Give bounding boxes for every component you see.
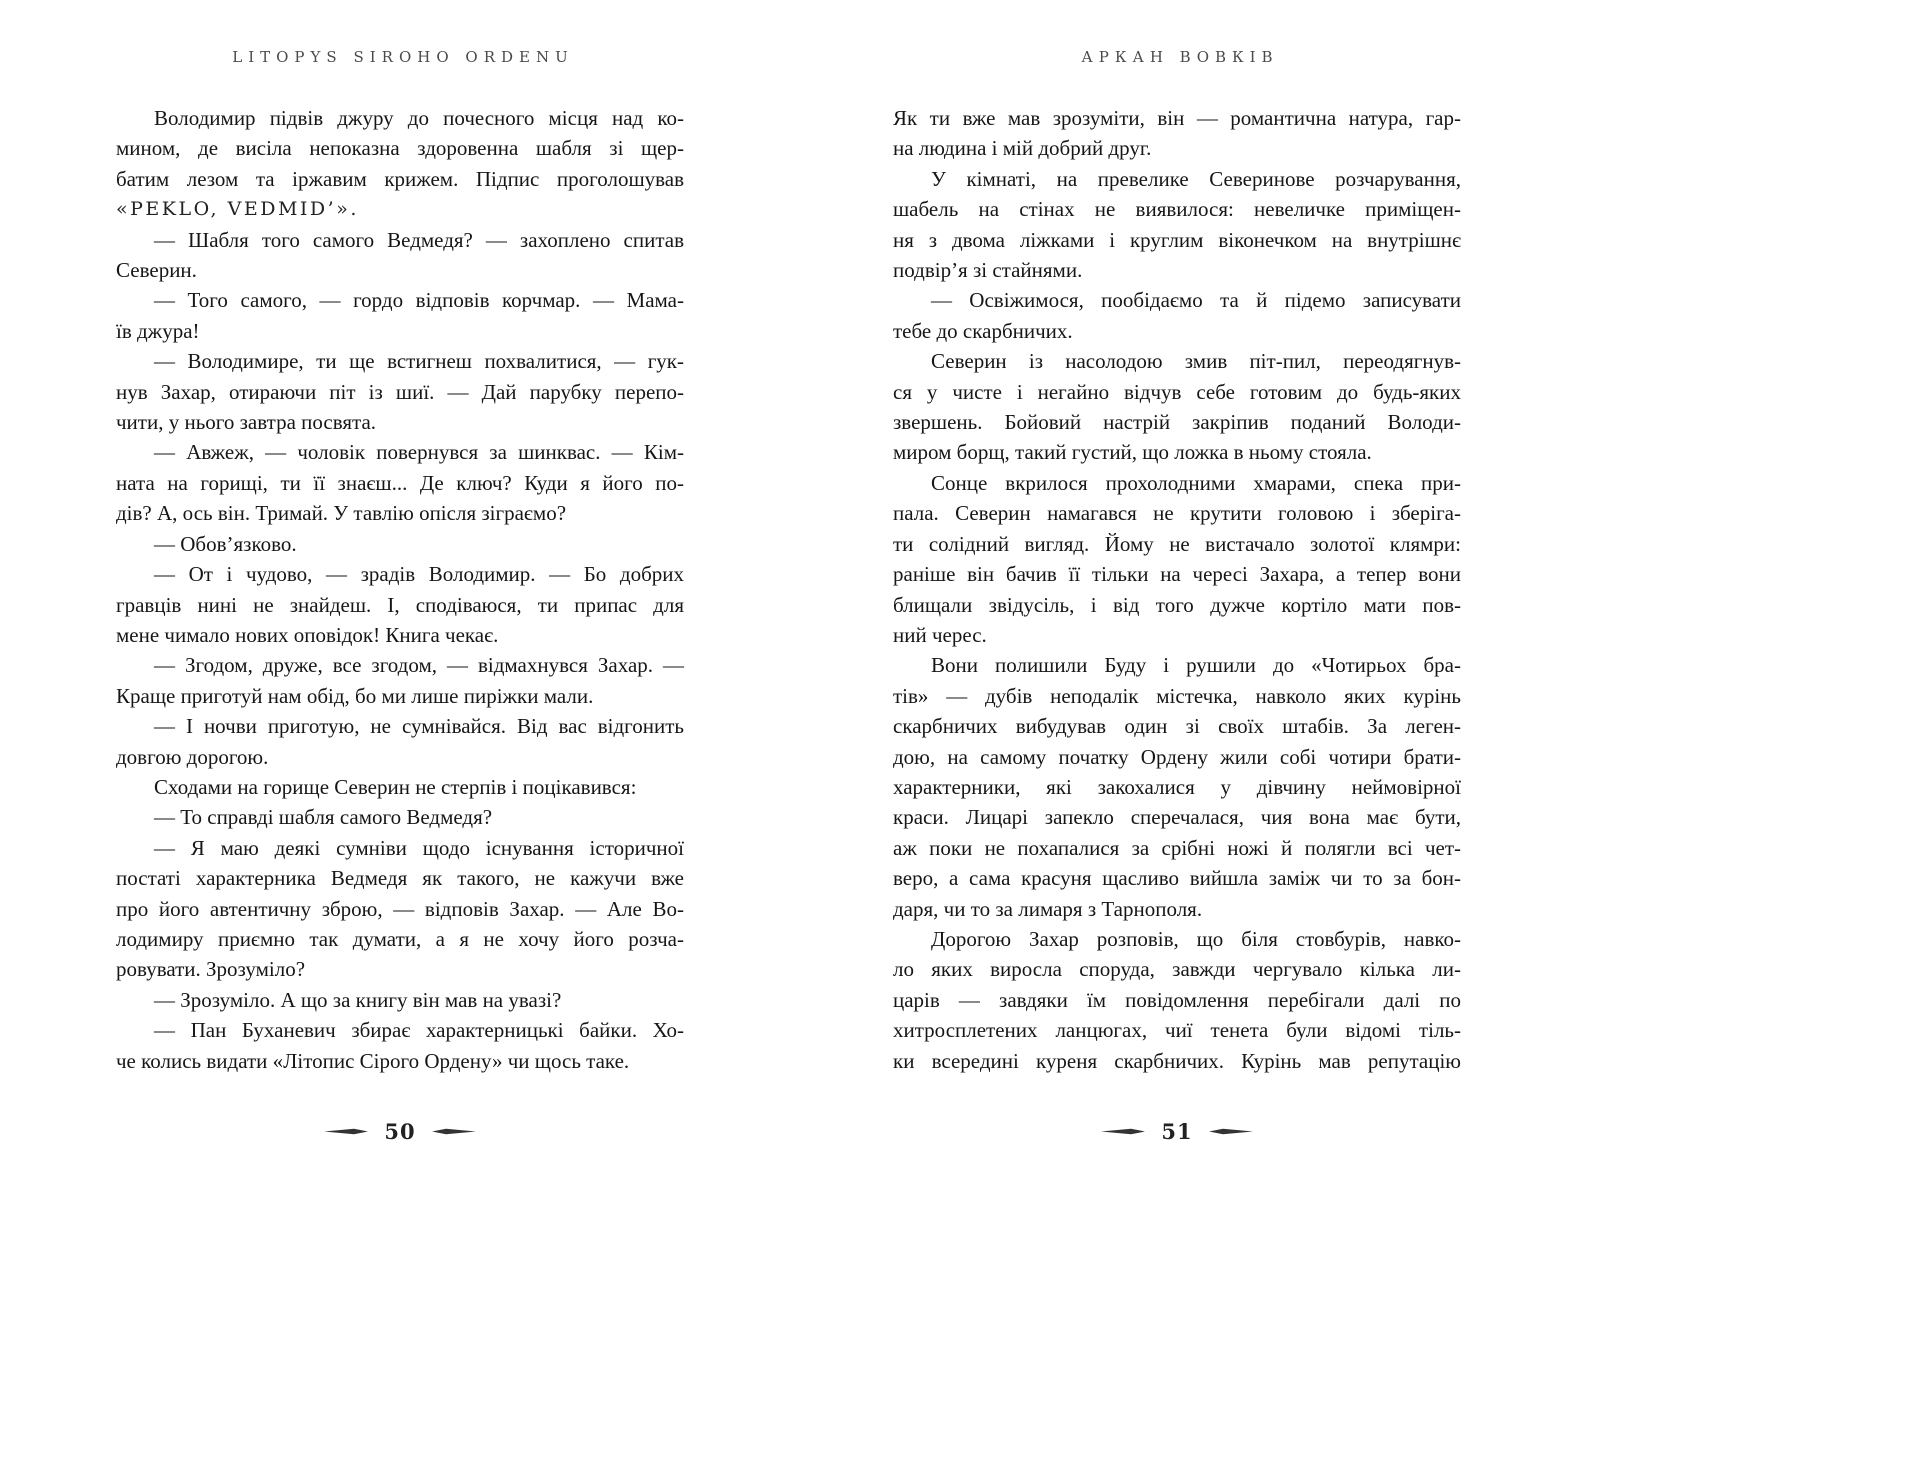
- text-line: ний черес.: [893, 622, 987, 647]
- text-line: Володимир підвів джуру до почесного місця над ко-: [154, 106, 684, 130]
- folio-ornament-left-icon: [1101, 1127, 1145, 1136]
- text-line: довгою дорогою.: [116, 744, 269, 769]
- text-line: тів» — дубів неподалік містечка, навколо яких курінь: [893, 683, 1461, 708]
- left-page-folio: [116, 1119, 684, 1144]
- left-page: [116, 0, 684, 1477]
- text-line: нув Захар, отираючи піт із шиї. — Дай парубку перепо-: [116, 379, 684, 404]
- text-line: звершень. Бойовий настрій закріпив поданий Володи-: [893, 410, 1461, 435]
- text-line: даря, чи то за лимаря з Тарнополя.: [893, 896, 1203, 921]
- text-line: мином, де висіла непоказна здоровенна шабля зі щер-: [116, 136, 684, 161]
- text-line: на людина і мій добрий друг.: [893, 136, 1152, 161]
- text-line: Северин.: [116, 258, 197, 283]
- right-page-text: [893, 103, 1461, 1076]
- text-line: — Володимире, ти ще встигнеш похвалитися, — гук-: [154, 349, 684, 374]
- text-line: дою, на самому початку Ордену жили собі чотири брати-: [893, 744, 1461, 769]
- text-line: дів? А, ось він. Тримай. У тавлію опісля зіграємо?: [116, 501, 567, 526]
- text-line: ната на горищі, ти її знаєш... Де ключ? Куди я його по-: [116, 470, 684, 495]
- text-line: ня з двома ліжками і круглим віконечком на внутрішнє: [893, 227, 1461, 252]
- text-line: постаті характерника Ведмедя як такого, не кажучи вже: [116, 866, 684, 891]
- text-line: аж поки не похапалися за срібні ножі й полягли всі чет-: [893, 835, 1461, 860]
- text-line: — То справді шабля самого Ведмедя?: [154, 805, 493, 830]
- text-line: ровувати. Зрозуміло?: [116, 957, 306, 982]
- text-line: чити, у нього завтра посвята.: [116, 410, 377, 435]
- text-line: раніше він бачив її тільки на чересі Захара, а тепер вони: [893, 562, 1461, 587]
- text-line: шабель на стінах не виявилося: невеличке приміщен-: [893, 197, 1461, 222]
- text-line: — Того самого, — гордо відповів корчмар. — Мама-: [154, 288, 684, 313]
- text-line: скарбничих вибудував один зі своїх штабів. За леген-: [893, 714, 1461, 739]
- folio-ornament-right-icon: [1209, 1127, 1253, 1136]
- text-line: — Згодом, друже, все згодом, — відмахнувся Захар. —: [154, 653, 684, 678]
- text-line: Сонце вкрилося прохолодними хмарами, спека при-: [931, 470, 1461, 495]
- text-line: батим лезом та іржавим крижем. Підпис проголошував: [116, 166, 684, 191]
- text-line: Сходами на горище Северин не стерпів і поцікавився:: [154, 774, 637, 799]
- right-page-folio: [893, 1119, 1461, 1144]
- text-line: ки всередині куреня скарбничих. Курінь мав репутацію: [893, 1048, 1461, 1073]
- text-line: миром борщ, такий густий, що ложка в ньому стояла.: [893, 440, 1372, 465]
- text-line: Вони полишили Буду і рушили до «Чотирьох бра-: [931, 653, 1461, 678]
- left-page-number: 50: [384, 1119, 416, 1144]
- text-line: лодимиру приємно так думати, а я не хочу його розча-: [116, 926, 684, 951]
- text-line: пала. Северин намагався не крутити головою і зберіга-: [893, 501, 1461, 526]
- text-line: Северин із насолодою змив піт-пил, переодягнув-: [931, 349, 1461, 374]
- folio-ornament-left-icon: [324, 1127, 368, 1136]
- text-line: царів — завдяки їм повідомлення перебігали далі по: [893, 987, 1461, 1012]
- text-line: — Зрозуміло. А що за книгу він мав на увазі?: [154, 987, 562, 1012]
- text-line: У кімнаті, на превелике Северинове розчарування,: [931, 166, 1461, 191]
- text-line: веро, а сама красуня щасливо вийшла заміж чи то за бон-: [893, 866, 1461, 891]
- text-line: — Освіжимося, пообідаємо та й підемо записувати: [931, 288, 1461, 313]
- text-line: подвір’я зі стайнями.: [893, 258, 1083, 283]
- text-line: — От і чудово, — зрадів Володимир. — Бо добрих: [154, 562, 684, 587]
- text-line: Як ти вже мав зрозуміти, він — романтична натура, гар-: [893, 106, 1461, 130]
- left-running-header: LITOPYS SIROHO ORDENU: [232, 48, 574, 66]
- text-line: — Я маю деякі сумніви щодо існування історичної: [154, 835, 684, 860]
- right-page: [893, 0, 1461, 1477]
- left-page-text: [116, 103, 684, 1076]
- text-line: ло яких виросла споруда, завжди чергувало кілька ли-: [893, 957, 1461, 982]
- text-line: краси. Лицарі запекло сперечалася, чия вона має бути,: [893, 805, 1461, 830]
- text-line: — Шабля того самого Ведмедя? — захоплено спитав: [154, 227, 684, 252]
- right-page-number: 51: [1161, 1119, 1193, 1144]
- text-line: — Обов’язково.: [154, 531, 297, 556]
- text-line: характерники, які закохалися у дівчину неймовірної: [893, 774, 1461, 799]
- text-line: мене чимало нових оповідок! Книга чекає.: [116, 622, 499, 647]
- text-line: гравців нині не знайдеш. І, сподіваюся, ти припас для: [116, 592, 684, 617]
- right-running-header: АРКАН ВОВКІВ: [1081, 48, 1279, 66]
- text-line: про його автентичну зброю, — відповів Захар. — Але Во-: [116, 896, 684, 921]
- text-line: Дорогою Захар розповів, що біля стовбурів, навко-: [931, 926, 1461, 951]
- text-line: «PEKLO, VEDMID’».: [116, 198, 359, 221]
- text-line: — І ночви приготую, не сумнівайся. Від вас відгонить: [154, 714, 684, 739]
- text-line: хитросплетених ланцюгах, чиї тенета були відомі тіль-: [893, 1018, 1461, 1043]
- text-line: ся у чисте і негайно відчув себе готовим до будь-яких: [893, 379, 1461, 404]
- text-line: ти солідний вигляд. Йому не вистачало золотої клямри:: [893, 531, 1461, 556]
- text-line: — Пан Буханевич збирає характерницькі байки. Хо-: [154, 1018, 684, 1043]
- text-line: Краще приготуй нам обід, бо ми лише пиріжки мали.: [116, 683, 594, 708]
- text-line: блищали звідусіль, і від того дужче кортіло мати пов-: [893, 592, 1461, 617]
- text-line: че колись видати «Літопис Сірого Ордену» чи щось таке.: [116, 1048, 630, 1073]
- text-line: тебе до скарбничих.: [893, 318, 1073, 343]
- text-line: їв джура!: [116, 318, 200, 343]
- folio-ornament-right-icon: [432, 1127, 476, 1136]
- text-line: — Авжеж, — чоловік повернувся за шинквас. — Кім-: [154, 440, 684, 465]
